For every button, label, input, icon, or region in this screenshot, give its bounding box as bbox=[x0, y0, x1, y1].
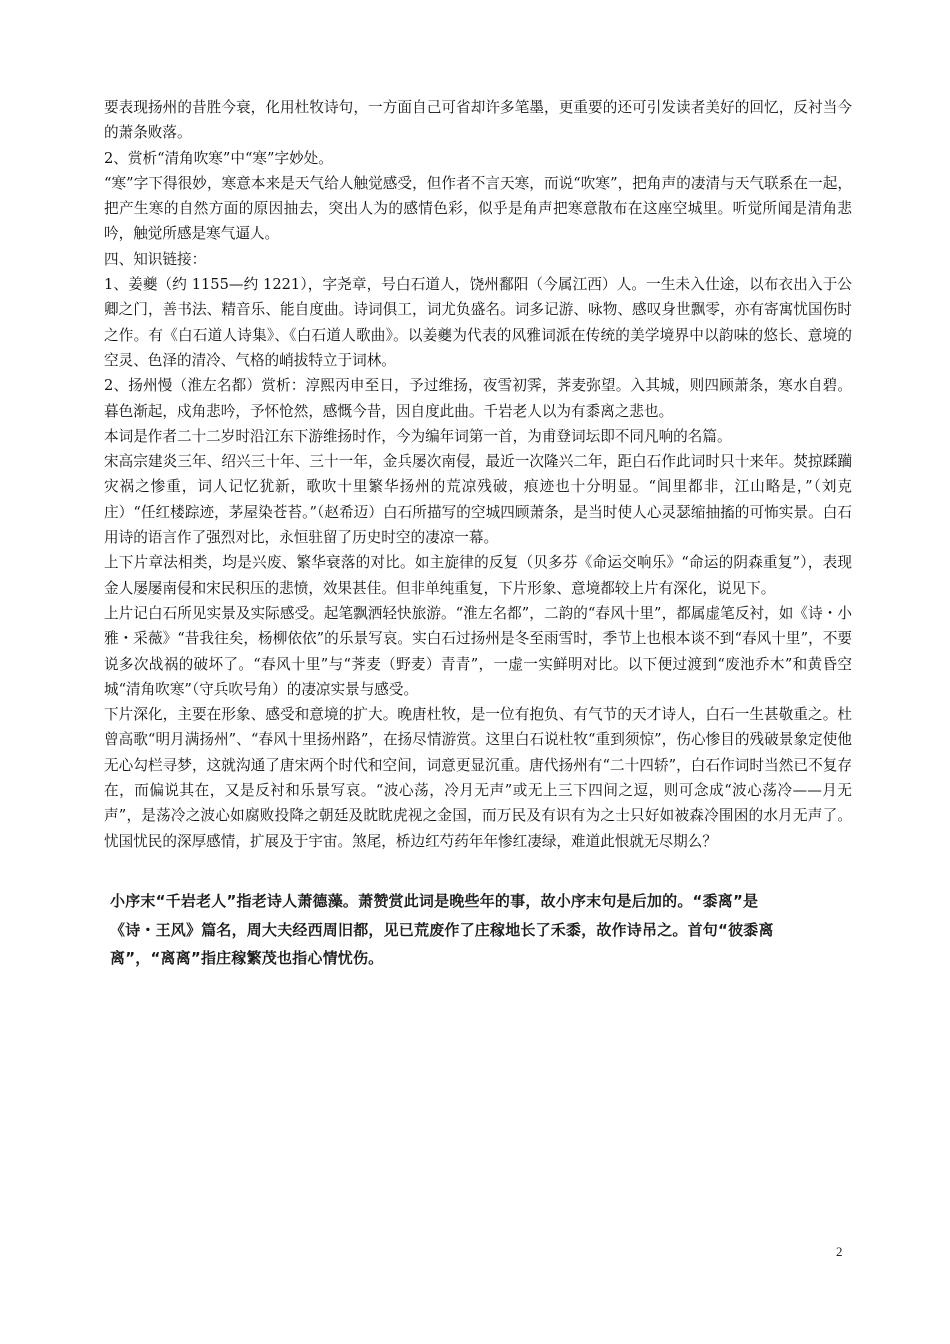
question-heading: 2、赏析“清角吹寒”中“寒”字妙处。 bbox=[104, 149, 333, 167]
image-line: 《诗・王风》篇名，周大夫经西周旧都，见已荒废作了庄稼地长了禾黍，故作诗吊之。首句“彼黍离 bbox=[110, 920, 774, 939]
paragraph-second-stanza: 下片深化，主要在形象、感受和意境的扩大。晚唐杜牧，是一位有抱负、有气节的天才诗人，白石一生甚敬重之。杜曾高歌“明月满扬州”、“春风十里扬州路”，在扬尽情游赏。这里白石说杜牧“重到须惊”，伤心惨目的残破景象定使他无心勾栏寻梦，这就沟通了唐宋两个时代和空间，词意更显沉重。唐代扬州有“二十四轿”，白石作词时当然已不复存在，而偏说其在，又是反衬和乐景写哀。“波心荡，冷月无声”或无上三下四间之逗，则可念成“波心荡冷——月无声”，是荡冷之波心如腐败投降之朝廷及眈眈虎视之金国，而万民及有识有为之士只好如被森冷围困的水月无声了。忧国忧民的深厚感情，扩展及于宇宙。煞尾，桥边红芍药年年惨红凄绿，难道此恨就无尽期么？ bbox=[104, 706, 852, 850]
document-body bbox=[104, 95, 852, 854]
section-heading: 四、知识链接： bbox=[104, 250, 207, 268]
embedded-text-image bbox=[110, 887, 850, 973]
paragraph-author-bio: 1、姜夔（约 1155—约 1221），字尧章，号白石道人，饶州鄱阳（今属江西）人。一生未入仕途，以布衣出入于公卿之门，善书法、精音乐、能自度曲。诗词俱工，词尤负盛名。词多记游、咏物、感叹身世飘零，亦有寄寓忧国伤时之作。有《白石道人诗集》、《白石道人歌曲》。以姜夔为代表的风雅词派在传统的美学境界中以韵味的悠长、意境的空灵、色泽的清冷、气格的峭拔特立于词林。 bbox=[104, 276, 852, 369]
paragraph-context: 本词是作者二十二岁时沿江东下游维扬时作，今为编年词第一首，为甫登词坛即不同凡响的名篇。 bbox=[104, 427, 732, 445]
paragraph-answer: “寒”字下得很妙，寒意本来是天气给人触觉感受，但作者不言天寒，而说“吹寒”，把角声的凄清与天气联系在一起，把产生寒的自然方面的原因抽去，突出人为的感情色彩，似乎是角声把寒意散布在这座空城里。听觉所闻是清角悲吟，触觉所感是寒气逼人。 bbox=[104, 174, 852, 243]
paragraph-history: 宋高宗建炎三年、绍兴三十年、三十一年，金兵屡次南侵，最近一次隆兴二年，距白石作此词时只十来年。焚掠蹂躏灾祸之惨重，词人记忆犹新，歌吹十里繁华扬州的荒凉残破，痕迹也十分明显。“闾里都非，江山略是，”（刘克庄）“任红楼踪迹，茅屋染苍苔。”（赵希迈）白石所描写的空城四顾萧条，是当时使人心灵瑟缩抽搐的可怖实景。白石用诗的语言作了强烈对比，永恒驻留了历史时空的凄凉一幕。 bbox=[104, 453, 852, 547]
image-line: 离”，“离离”指庄稼繁茂也指心情忧伤。 bbox=[110, 949, 384, 967]
page-number: 2 bbox=[836, 1244, 843, 1259]
image-line: 小序末“千岩老人”指老诗人萧德藻。萧赞赏此词是晚些年的事，故小序末句是后加的。“黍离”是 bbox=[110, 892, 759, 910]
paragraph-first-stanza: 上片记白石所见实景及实际感受。起笔飘洒轻快旅游。“淮左名都”，二韵的“春风十里”，都属虚笔反衬，如《诗・小雅・采薇》“昔我往矣，杨柳依依”的乐景写哀。实白石过扬州是冬至雨雪时，季节上也根本谈不到“春风十里”，不要说多次战祸的破坏了。“春风十里”与“荠麦（野麦）青青”，一虚一实鲜明对比。以下便过渡到“废池乔木”和黄昏空城“清角吹寒”（守兵吹号角）的凄凉实景与感受。 bbox=[104, 604, 852, 698]
paragraph-appreciation: 2、扬州慢（淮左名都）赏析：淳熙丙申至日，予过维扬，夜雪初霁，荠麦弥望。入其城，则四顾萧条，寒水自碧。暮色渐起，戍角悲吟，予怀怆然，感慨今昔，因自度此曲。千岩老人以为有黍离之悲也。 bbox=[104, 377, 852, 420]
paragraph-intro: 要表现扬州的昔胜今衰，化用杜牧诗句，一方面自己可省却许多笔墨，更重要的还可引发读者美好的回忆，反衬当今的萧条败落。 bbox=[104, 99, 852, 142]
paragraph-structure: 上下片章法相类，均是兴废、繁华衰落的对比。如主旋律的反复（贝多芬《命运交响乐》“命运的阴森重复”），表现金人屡屡南侵和宋民积压的悲愤，效果甚佳。但非单纯重复，下片形象、意境都较上片有深化，说见下。 bbox=[104, 554, 852, 597]
